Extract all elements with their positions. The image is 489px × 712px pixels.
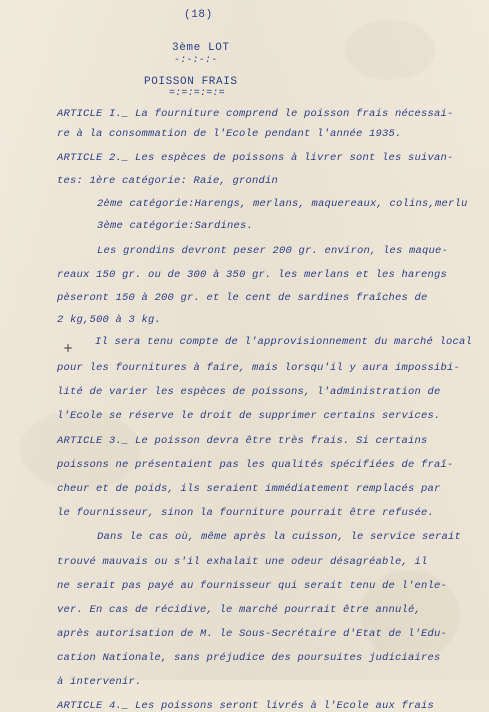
page-number: (18) (184, 9, 213, 21)
section-underline: =:=:=:=:= (169, 88, 225, 99)
document-line: le fournisseur, sinon la fourniture pourrait être refusée. (57, 507, 435, 519)
document-line: poissons ne présentaient pas les qualités spécifiées de fraî- (57, 459, 454, 471)
document-line: reaux 150 gr. ou de 300 à 350 gr. les merlans et les harengs (57, 269, 448, 281)
document-line: 3ème catégorie:Sardines. (97, 220, 254, 232)
document-line: 2 kg,500 à 3 kg. (57, 314, 162, 326)
paper-stain (20, 410, 140, 490)
document-line: ARTICLE 2._ Les espèces de poissons à livrer sont les suivan- (57, 152, 454, 164)
document-line: l'Ecole se réserve le droit de supprimer certains services. (57, 410, 441, 422)
document-line: tes: 1ère catégorie: Raie, grondin (57, 175, 279, 187)
document-line: lité de varier les espèces de poissons, l'administration de (57, 386, 441, 398)
document-line: Il sera tenu compte de l'approvisionnement du marché local (95, 336, 473, 348)
document-line: pour les fournitures à faire, mais lorsqu'il y aura impossibi- (57, 362, 461, 374)
document-line: Les grondins devront peser 200 gr. environ, les maque- (97, 245, 449, 257)
document-line: pèseront 150 à 200 gr. et le cent de sardines fraîches de (57, 292, 428, 304)
lot-heading: 3ème LOT (172, 42, 230, 54)
document-line: trouvé mauvais ou s'il exhalait une odeur désagréable, il (57, 556, 428, 568)
section-title: POISSON FRAIS (144, 76, 238, 88)
document-line: après autorisation de M. le Sous-Secrétaire d'Etat de l'Edu- (57, 628, 448, 640)
document-line: cheur et de poids, ils seraient immédiatement remplacés par (57, 483, 441, 495)
lot-decoration: -:-:-:- (174, 55, 218, 66)
document-line: ver. En cas de récidive, le marché pourrait être annulé, (57, 604, 422, 616)
document-line: à intervenir. (57, 676, 142, 688)
document-line: ARTICLE I._ La fourniture comprend le poisson frais nécessai- (57, 108, 454, 120)
document-line: ARTICLE 3._ Le poisson devra être très frais. Si certains (57, 435, 428, 447)
document-line: cation Nationale, sans préjudice des poursuites judiciaires (57, 652, 441, 664)
document-line: ne serait pas payé au fournisseur qui serait tenu de l'enle- (57, 580, 448, 592)
document-line: re à la consommation de l'Ecole pendant l'année 1935. (57, 128, 402, 140)
document-line: Dans le cas où, même après la cuisson, le service serait (97, 531, 462, 543)
margin-mark: + (63, 341, 74, 355)
document-line: 2ème catégorie:Harengs, merlans, maquereaux, colins,merlu (97, 198, 468, 210)
document-line: ARTICLE 4._ Les poissons seront livrés à l'Ecole aux frais (57, 700, 435, 712)
paper-stain (345, 20, 435, 80)
